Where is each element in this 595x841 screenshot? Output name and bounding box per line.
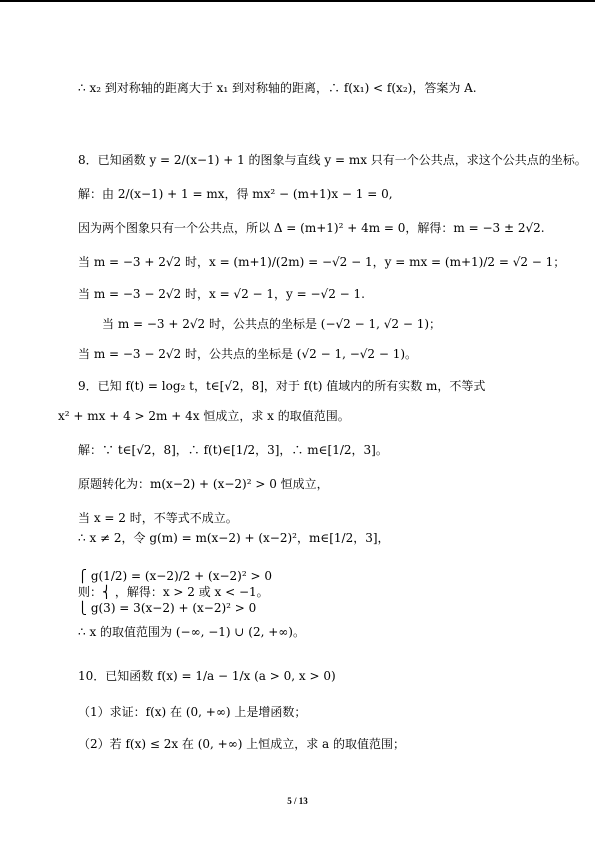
text-line: 当 m = −3 − 2√2 时，x = √2 − 1，y = −√2 − 1.: [78, 287, 365, 301]
text-line: 解：由 2/(x−1) + 1 = mx，得 mx² − (m+1)x − 1 = 0,: [78, 187, 393, 201]
text-line: 则：⎨ ，解得：x > 2 或 x < −1。: [78, 585, 269, 599]
text-line: 当 x = 2 时，不等式不成立。: [78, 511, 238, 525]
text-line: x² + mx + 4 > 2m + 4x 恒成立，求 x 的取值范围。: [58, 409, 350, 423]
text-line: ⎧ g(1/2) = (x−2)/2 + (x−2)² > 0: [78, 569, 272, 583]
text-line: 当 m = −3 + 2√2 时，公共点的坐标是 (−√2 − 1, √2 − 1)；: [102, 317, 442, 331]
text-line: 当 m = −3 + 2√2 时，x = (m+1)/(2m) = −√2 − 1，y = mx = (m+1)/2 = √2 − 1；: [78, 255, 566, 269]
text-line: 原题转化为：m(x−2) + (x−2)² > 0 恒成立，: [78, 477, 329, 491]
text-line: （1）求证：f(x) 在 (0, +∞) 上是增函数；: [78, 705, 307, 719]
text-line: 8．已知函数 y = 2/(x−1) + 1 的图象与直线 y = mx 只有一个公共点，求这个公共点的坐标。: [78, 153, 587, 167]
text-line: 10．已知函数 f(x) = 1/a − 1/x (a > 0, x > 0): [78, 669, 336, 683]
text-line: ∴ x 的取值范围为 (−∞, −1) ∪ (2, +∞)。: [78, 625, 305, 639]
text-line: （2）若 f(x) ≤ 2x 在 (0, +∞) 上恒成立，求 a 的取值范围；: [78, 737, 406, 751]
text-line: ∴ x ≠ 2，令 g(m) = m(x−2) + (x−2)²，m∈[1/2，3]，: [78, 531, 390, 545]
text-line: 因为两个图象只有一个公共点，所以 Δ = (m+1)² + 4m = 0，解得：m = −3 ± 2√2.: [78, 221, 545, 235]
text-line: ⎩ g(3) = 3(x−2) + (x−2)² > 0: [78, 601, 257, 615]
top-border: [0, 0, 595, 2]
text-line: 解：∵ t∈[√2，8]，∴ f(t)∈[1/2，3]，∴ m∈[1/2，3]。: [78, 443, 388, 457]
text-line: 当 m = −3 − 2√2 时，公共点的坐标是 (√2 − 1, −√2 − 1)。: [78, 347, 418, 361]
text-line: 9．已知 f(t) = log₂ t，t∈[√2，8]，对于 f(t) 值域内的所有实数 m，不等式: [78, 379, 486, 393]
text-line: ∴ x₂ 到对称轴的距离大于 x₁ 到对称轴的距离，∴ f(x₁) < f(x₂)，答案为 A.: [78, 81, 477, 95]
page-number: 5 / 13: [287, 796, 308, 806]
